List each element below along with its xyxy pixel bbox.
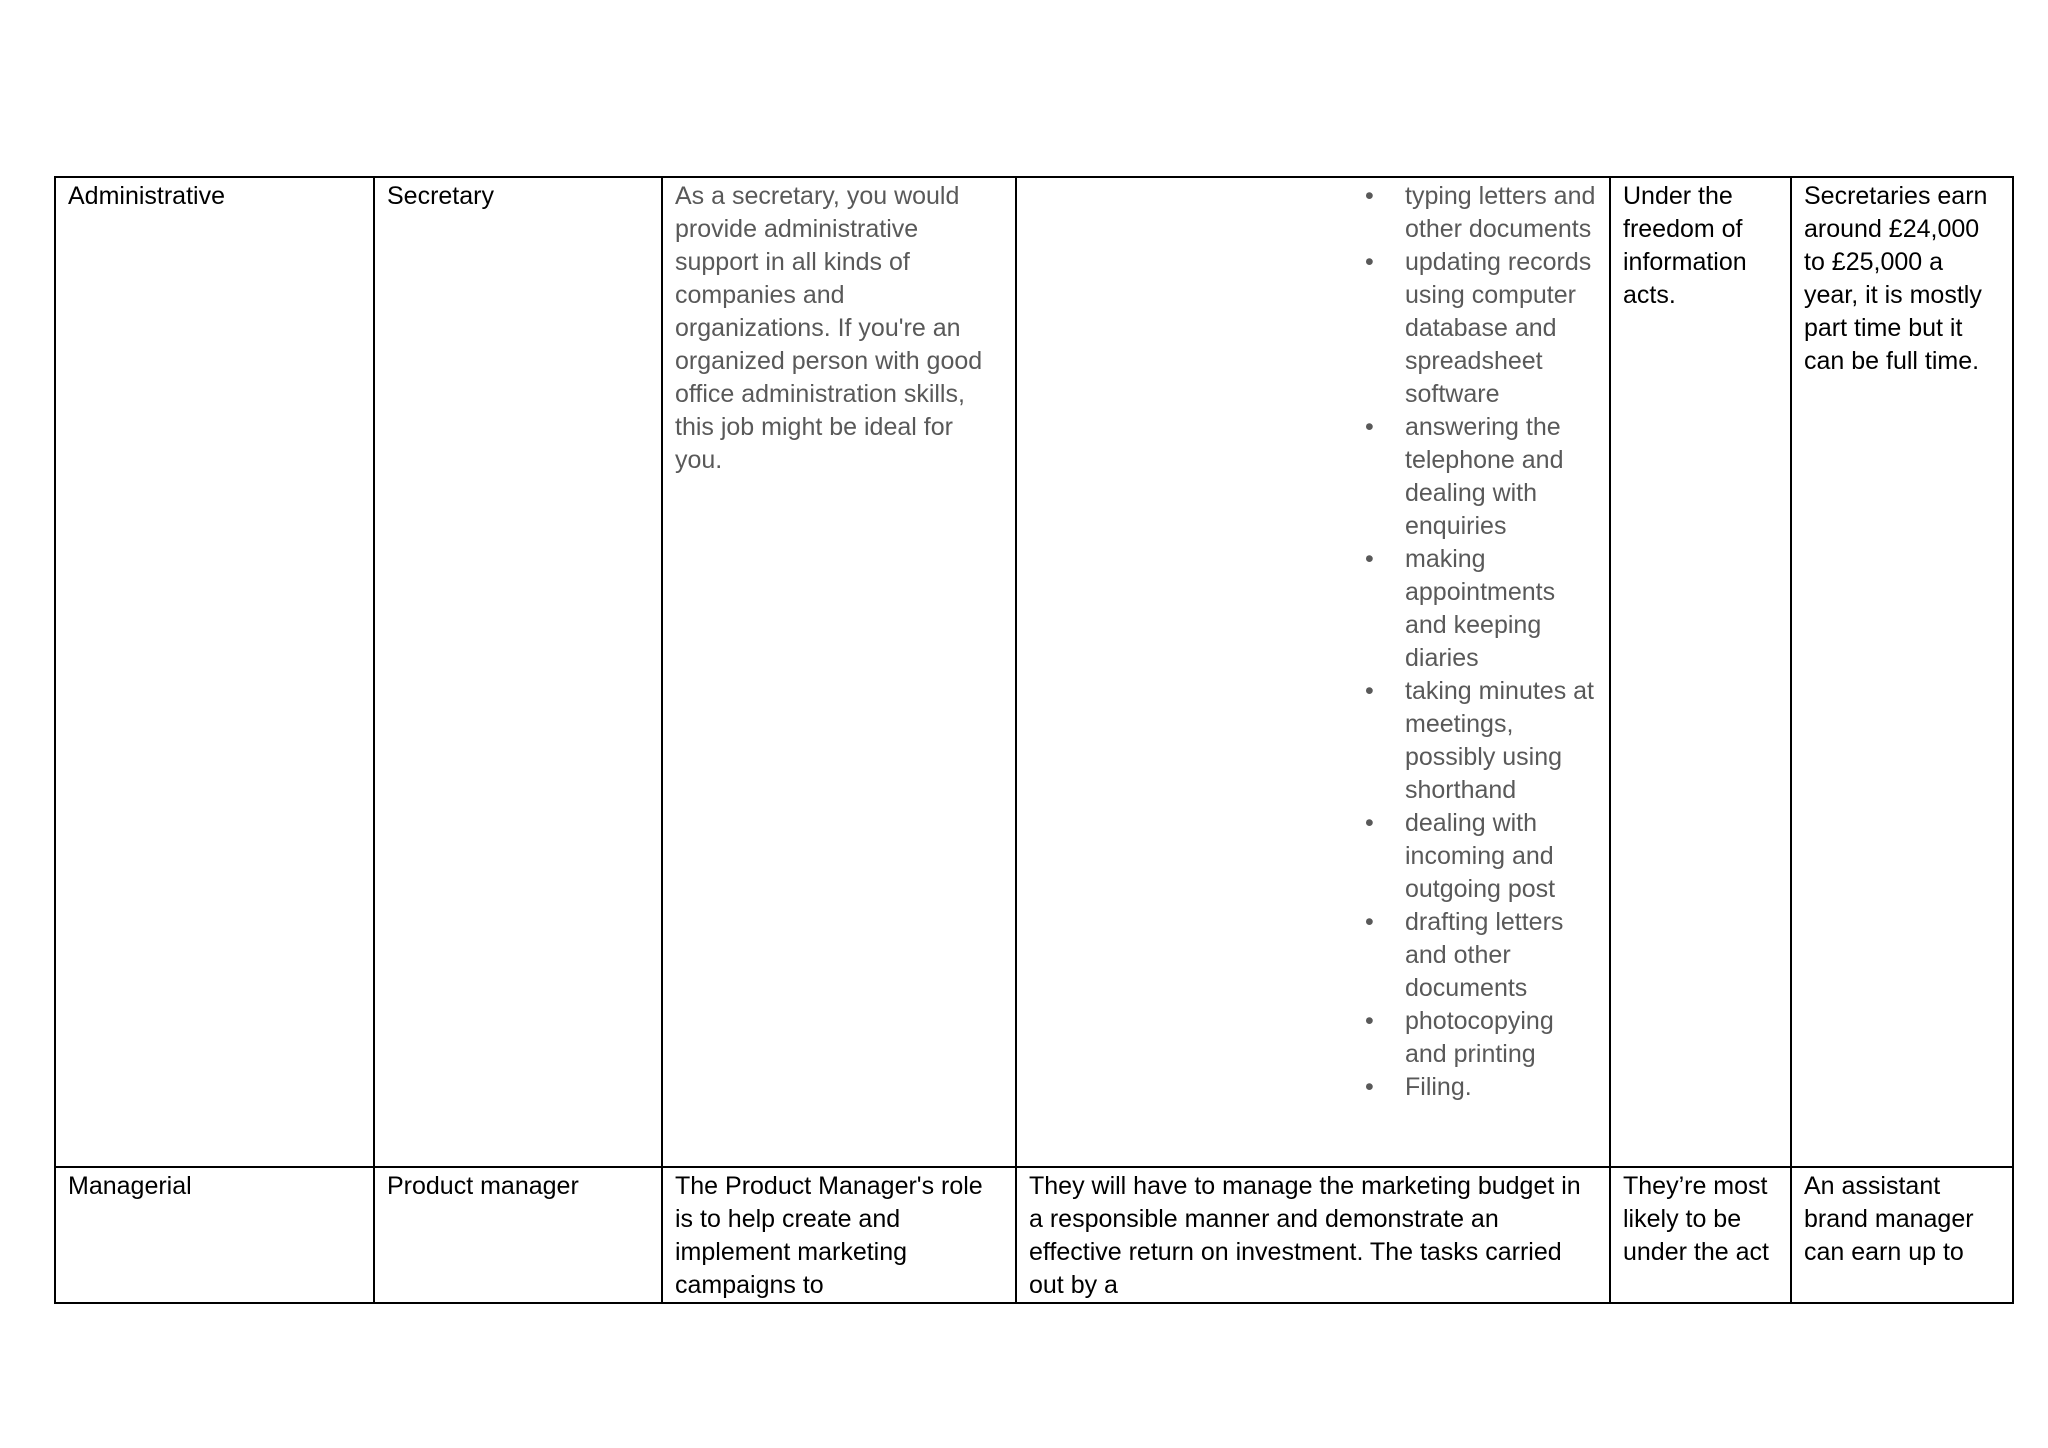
list-item: • dealing with incoming and outgoing post	[1405, 807, 1597, 906]
jobs-table	[54, 176, 2014, 1304]
list-item: • drafting letters and other documents	[1405, 906, 1597, 1005]
law-cell: Under the freedom of information acts.	[1610, 177, 1791, 1167]
job-title-cell: Secretary	[374, 177, 662, 1167]
duties-list	[1405, 180, 1597, 1104]
duties-cell	[1016, 177, 1610, 1167]
description-cell: As a secretary, you would provide administrative support in all kinds of companies and organizations. If you're an organized person with good office administration skills, this job might be ideal for you.	[662, 177, 1016, 1167]
duties-cell: They will have to manage the marketing budget in a responsible manner and demonstrate an effective return on investment. The tasks carried out by a	[1016, 1167, 1610, 1303]
list-item: • making appointments and keeping diaries	[1405, 543, 1597, 675]
sector-cell: Administrative	[55, 177, 374, 1167]
list-item: • photocopying and printing	[1405, 1005, 1597, 1071]
list-item: • taking minutes at meetings, possibly using shorthand	[1405, 675, 1597, 807]
salary-cell: An assistant brand manager can earn up to	[1791, 1167, 2013, 1303]
list-item: • Filing.	[1405, 1071, 1597, 1104]
job-title-cell: Product manager	[374, 1167, 662, 1303]
law-cell: They’re most likely to be under the act	[1610, 1167, 1791, 1303]
salary-cell: Secretaries earn around £24,000 to £25,000 a year, it is mostly part time but it can be full time.	[1791, 177, 2013, 1167]
table-row	[55, 177, 2013, 1167]
list-item: • answering the telephone and dealing with enquiries	[1405, 411, 1597, 543]
list-item: • typing letters and other documents	[1405, 180, 1597, 246]
description-cell: The Product Manager's role is to help create and implement marketing campaigns to	[662, 1167, 1016, 1303]
sector-cell: Managerial	[55, 1167, 374, 1303]
table-row	[55, 1167, 2013, 1303]
list-item: • updating records using computer database and spreadsheet software	[1405, 246, 1597, 411]
